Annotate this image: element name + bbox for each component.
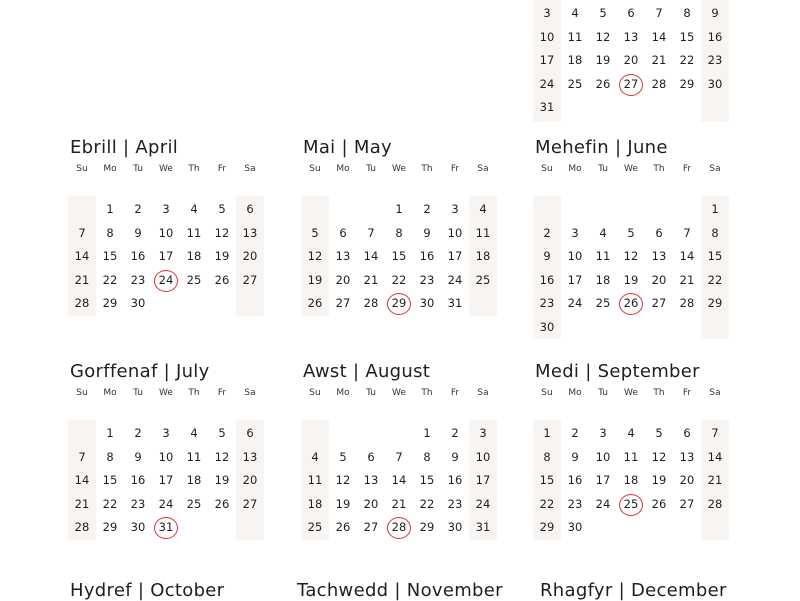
- weekday-label: Tu: [366, 388, 376, 398]
- calendar-day[interactable]: 19: [335, 496, 351, 511]
- calendar-day[interactable]: 10: [595, 449, 611, 464]
- calendar-day[interactable]: 13: [242, 225, 258, 240]
- weekday-label: Su: [309, 164, 321, 174]
- calendar-day[interactable]: 3: [543, 6, 551, 20]
- calendar-day[interactable]: 23: [707, 53, 723, 67]
- calendar-day[interactable]: 5: [311, 225, 319, 240]
- weekday-label: Fr: [682, 164, 692, 174]
- calendar-day[interactable]: 10: [539, 29, 555, 44]
- calendar-day[interactable]: 9: [711, 6, 719, 20]
- calendar-day[interactable]: 25: [307, 520, 323, 534]
- calendar-day[interactable]: 1: [106, 426, 114, 440]
- calendar-day[interactable]: 18: [186, 473, 202, 487]
- calendar-day[interactable]: 28: [651, 76, 667, 91]
- calendar-day[interactable]: 9: [423, 225, 431, 240]
- calendar-day-highlighted[interactable]: 28: [385, 516, 413, 540]
- calendar-day[interactable]: 30: [447, 520, 463, 534]
- calendar-day[interactable]: 23: [539, 296, 555, 310]
- calendar-day-highlighted[interactable]: 25: [617, 493, 645, 517]
- calendar-day[interactable]: 15: [102, 473, 118, 487]
- calendar-day[interactable]: 9: [571, 449, 579, 464]
- weekday-header: [68, 164, 265, 180]
- calendar-day-highlighted[interactable]: 31: [152, 516, 180, 540]
- weekday-label: Th: [188, 164, 200, 174]
- calendar-day[interactable]: 30: [419, 296, 435, 310]
- calendar-day[interactable]: 27: [363, 520, 379, 534]
- calendar-day-highlighted[interactable]: 24: [152, 269, 180, 293]
- calendar-day[interactable]: 12: [623, 249, 639, 263]
- weekday-label: Mo: [336, 388, 350, 398]
- calendar-day[interactable]: 2: [571, 426, 579, 440]
- weekday-label: We: [159, 388, 173, 398]
- calendar-day[interactable]: 18: [475, 249, 491, 263]
- weekday-label: We: [624, 388, 638, 398]
- calendar-day[interactable]: 27: [679, 496, 695, 511]
- calendar-day[interactable]: 9: [134, 449, 142, 464]
- calendar-day[interactable]: 10: [567, 249, 583, 263]
- calendar-day[interactable]: 25: [186, 272, 202, 287]
- weekday-label: We: [159, 164, 173, 174]
- calendar-day[interactable]: 18: [186, 249, 202, 263]
- calendar-day[interactable]: 4: [190, 426, 198, 440]
- calendar-day[interactable]: 8: [683, 6, 691, 20]
- calendar-day[interactable]: 21: [74, 496, 90, 511]
- calendar-day[interactable]: 4: [311, 449, 319, 464]
- calendar-day[interactable]: 26: [214, 272, 230, 287]
- calendar-day[interactable]: 24: [567, 296, 583, 310]
- calendar-day[interactable]: 29: [102, 520, 118, 534]
- calendar-day[interactable]: 24: [475, 496, 491, 511]
- weekday-label: Mo: [103, 164, 117, 174]
- calendar-day-highlighted[interactable]: 27: [617, 73, 645, 97]
- calendar-day[interactable]: 17: [567, 272, 583, 287]
- calendar-day[interactable]: 12: [595, 29, 611, 44]
- weekday-label: Su: [76, 164, 88, 174]
- calendar-day[interactable]: 20: [242, 249, 258, 263]
- calendar-day[interactable]: 6: [683, 426, 691, 440]
- calendar-day[interactable]: 4: [190, 202, 198, 216]
- calendar-day[interactable]: 7: [655, 6, 663, 20]
- calendar-day[interactable]: 14: [363, 249, 379, 263]
- calendar-day[interactable]: 5: [599, 6, 607, 20]
- calendar-day[interactable]: 13: [335, 249, 351, 263]
- calendar-day[interactable]: 26: [214, 496, 230, 511]
- calendar-day[interactable]: 11: [186, 225, 202, 240]
- calendar-day[interactable]: 28: [707, 496, 723, 511]
- calendar-day[interactable]: 9: [134, 225, 142, 240]
- weekday-label: Tu: [598, 388, 608, 398]
- calendar-day[interactable]: 8: [711, 225, 719, 240]
- calendar-day[interactable]: 3: [479, 426, 487, 440]
- weekday-label: Mo: [336, 164, 350, 174]
- calendar-day[interactable]: 30: [130, 520, 146, 534]
- calendar-day[interactable]: 29: [707, 296, 723, 310]
- calendar-day[interactable]: 9: [451, 449, 459, 464]
- calendar-day[interactable]: 26: [335, 520, 351, 534]
- calendar-day[interactable]: 17: [447, 249, 463, 263]
- weekday-label: Sa: [709, 164, 721, 174]
- weekday-label: Mo: [568, 164, 582, 174]
- calendar-day[interactable]: 23: [447, 496, 463, 511]
- calendar-day[interactable]: 7: [395, 449, 403, 464]
- weekday-label: Th: [653, 388, 665, 398]
- calendar-day[interactable]: 25: [595, 296, 611, 310]
- calendar-day[interactable]: 24: [539, 76, 555, 91]
- calendar-day[interactable]: 4: [599, 225, 607, 240]
- weekday-label: Tu: [598, 164, 608, 174]
- month-title: Gorffenaf | July: [70, 361, 210, 382]
- calendar-day[interactable]: 3: [451, 202, 459, 216]
- weekday-label: Mo: [103, 388, 117, 398]
- calendar-day[interactable]: 7: [711, 426, 719, 440]
- calendar-day[interactable]: 26: [307, 296, 323, 310]
- calendar-day[interactable]: 29: [539, 520, 555, 534]
- calendar-day[interactable]: 12: [335, 473, 351, 487]
- month-title: Mai | May: [303, 137, 392, 158]
- calendar-day[interactable]: 30: [567, 520, 583, 534]
- calendar-day[interactable]: 17: [595, 473, 611, 487]
- calendar-day[interactable]: 5: [627, 225, 635, 240]
- calendar-day[interactable]: 8: [395, 225, 403, 240]
- calendar-day[interactable]: 16: [539, 272, 555, 287]
- weekday-label: Tu: [133, 164, 143, 174]
- calendar-day[interactable]: 12: [307, 249, 323, 263]
- calendar-day[interactable]: 21: [74, 272, 90, 287]
- calendar-day[interactable]: 2: [423, 202, 431, 216]
- calendar-day[interactable]: 22: [679, 53, 695, 67]
- weekday-header: [533, 388, 730, 404]
- calendar-day[interactable]: 15: [391, 249, 407, 263]
- calendar-day[interactable]: 18: [567, 53, 583, 67]
- calendar-day[interactable]: 31: [475, 520, 491, 534]
- calendar-day[interactable]: 25: [475, 272, 491, 287]
- calendar-day[interactable]: 27: [242, 496, 258, 511]
- calendar-day[interactable]: 15: [419, 473, 435, 487]
- calendar-day[interactable]: 23: [419, 272, 435, 287]
- calendar-day[interactable]: 11: [595, 249, 611, 263]
- month-title-bottom: Rhagfyr | December: [540, 580, 727, 601]
- calendar-day[interactable]: 5: [655, 426, 663, 440]
- calendar-day[interactable]: 12: [214, 225, 230, 240]
- calendar-day[interactable]: 2: [134, 202, 142, 216]
- calendar-day[interactable]: 25: [186, 496, 202, 511]
- month-title: Ebrill | April: [70, 137, 179, 158]
- calendar-day[interactable]: 2: [134, 426, 142, 440]
- calendar-day[interactable]: 7: [78, 225, 86, 240]
- calendar-day[interactable]: 11: [623, 449, 639, 464]
- calendar-day[interactable]: 6: [655, 225, 663, 240]
- calendar-day[interactable]: 22: [707, 272, 723, 287]
- weekday-header: [68, 388, 265, 404]
- weekday-label: Su: [541, 164, 553, 174]
- calendar-day[interactable]: 22: [539, 496, 555, 511]
- weekday-label: Su: [76, 388, 88, 398]
- calendar-day[interactable]: 17: [158, 249, 174, 263]
- calendar-day[interactable]: 26: [651, 496, 667, 511]
- weekday-label: Sa: [244, 164, 256, 174]
- calendar-day[interactable]: 27: [242, 272, 258, 287]
- calendar-day[interactable]: 3: [571, 225, 579, 240]
- calendar-day[interactable]: 15: [539, 473, 555, 487]
- weekday-header: [301, 388, 498, 404]
- calendar-day[interactable]: 21: [391, 496, 407, 511]
- calendar-day[interactable]: 12: [651, 449, 667, 464]
- calendar-day[interactable]: 6: [246, 426, 254, 440]
- calendar-day[interactable]: 30: [130, 296, 146, 310]
- calendar-day[interactable]: 3: [162, 426, 170, 440]
- calendar-day[interactable]: 18: [623, 473, 639, 487]
- calendar-day[interactable]: 16: [707, 29, 723, 44]
- month-title: Awst | August: [303, 361, 431, 382]
- weekday-label: Th: [653, 164, 665, 174]
- weekday-label: Su: [309, 388, 321, 398]
- weekday-label: Su: [541, 388, 553, 398]
- calendar-day[interactable]: 21: [363, 272, 379, 287]
- calendar-day[interactable]: 3: [162, 202, 170, 216]
- calendar-day[interactable]: 28: [679, 296, 695, 310]
- calendar-day[interactable]: 2: [451, 426, 459, 440]
- calendar-day[interactable]: 6: [367, 449, 375, 464]
- calendar-day[interactable]: 29: [679, 76, 695, 91]
- month-title-bottom: Tachwedd | November: [297, 580, 503, 601]
- calendar-day[interactable]: 15: [679, 29, 695, 44]
- calendar-day[interactable]: 30: [539, 319, 555, 334]
- calendar-day[interactable]: 7: [367, 225, 375, 240]
- weekday-label: We: [392, 164, 406, 174]
- calendar-day[interactable]: 28: [74, 296, 90, 310]
- calendar-day[interactable]: 1: [395, 202, 403, 216]
- calendar-day[interactable]: 20: [679, 473, 695, 487]
- calendar-day[interactable]: 20: [651, 272, 667, 287]
- calendar-day[interactable]: 18: [307, 496, 323, 511]
- calendar-day[interactable]: 13: [242, 449, 258, 464]
- calendar-day[interactable]: 14: [74, 249, 90, 263]
- calendar-day-highlighted[interactable]: 26: [617, 292, 645, 316]
- calendar-day[interactable]: 10: [475, 449, 491, 464]
- weekday-label: We: [624, 164, 638, 174]
- calendar-day[interactable]: 28: [74, 520, 90, 534]
- calendar-day[interactable]: 6: [339, 225, 347, 240]
- calendar-day[interactable]: 18: [595, 272, 611, 287]
- calendar-day[interactable]: 25: [567, 76, 583, 91]
- calendar-day[interactable]: 3: [599, 426, 607, 440]
- calendar-day[interactable]: 16: [447, 473, 463, 487]
- calendar-day[interactable]: 2: [543, 225, 551, 240]
- calendar-day[interactable]: 8: [423, 449, 431, 464]
- calendar-day[interactable]: 5: [218, 202, 226, 216]
- month-title: Medi | September: [535, 361, 700, 382]
- calendar-day[interactable]: 24: [158, 496, 174, 511]
- calendar-day[interactable]: 16: [419, 249, 435, 263]
- calendar-day[interactable]: 10: [447, 225, 463, 240]
- calendar-day[interactable]: 1: [423, 426, 431, 440]
- calendar-day[interactable]: 14: [707, 449, 723, 464]
- calendar-day[interactable]: 27: [335, 296, 351, 310]
- calendar-day[interactable]: 19: [214, 249, 230, 263]
- calendar-day[interactable]: 23: [567, 496, 583, 511]
- weekday-label: Th: [421, 388, 433, 398]
- calendar-day[interactable]: 20: [242, 473, 258, 487]
- calendar-day[interactable]: 27: [651, 296, 667, 310]
- weekday-label: Fr: [217, 164, 227, 174]
- calendar-day[interactable]: 24: [595, 496, 611, 511]
- calendar-day[interactable]: 10: [158, 225, 174, 240]
- calendar-day[interactable]: 9: [543, 249, 551, 263]
- calendar-day[interactable]: 15: [707, 249, 723, 263]
- calendar-day[interactable]: 14: [74, 473, 90, 487]
- calendar-day[interactable]: 19: [651, 473, 667, 487]
- calendar-day[interactable]: 12: [214, 449, 230, 464]
- calendar-day[interactable]: 15: [102, 249, 118, 263]
- calendar-day[interactable]: 13: [363, 473, 379, 487]
- calendar-day[interactable]: 14: [679, 249, 695, 263]
- calendar-day[interactable]: 1: [543, 426, 551, 440]
- calendar-day[interactable]: 11: [186, 449, 202, 464]
- calendar-day[interactable]: 17: [475, 473, 491, 487]
- calendar-day[interactable]: 13: [623, 29, 639, 44]
- calendar-day[interactable]: 30: [707, 76, 723, 91]
- calendar-day[interactable]: 13: [679, 449, 695, 464]
- calendar-day[interactable]: 11: [307, 473, 323, 487]
- weekday-label: Tu: [133, 388, 143, 398]
- calendar-day[interactable]: 29: [102, 296, 118, 310]
- calendar-day[interactable]: 5: [218, 426, 226, 440]
- calendar-day[interactable]: 13: [651, 249, 667, 263]
- calendar-day[interactable]: 19: [595, 53, 611, 67]
- calendar-day[interactable]: 16: [130, 473, 146, 487]
- calendar-day[interactable]: 5: [339, 449, 347, 464]
- calendar-day[interactable]: 23: [130, 272, 146, 287]
- calendar-day[interactable]: 26: [595, 76, 611, 91]
- calendar-day[interactable]: 11: [475, 225, 491, 240]
- calendar-day[interactable]: 24: [447, 272, 463, 287]
- weekday-label: Fr: [450, 388, 460, 398]
- weekday-label: Fr: [217, 388, 227, 398]
- calendar-day[interactable]: 10: [158, 449, 174, 464]
- calendar-day[interactable]: 17: [158, 473, 174, 487]
- calendar-day[interactable]: 8: [543, 449, 551, 464]
- calendar-day[interactable]: 7: [78, 449, 86, 464]
- weekday-label: We: [392, 388, 406, 398]
- calendar-day[interactable]: 19: [307, 272, 323, 287]
- calendar-day[interactable]: 11: [567, 29, 583, 44]
- calendar-day[interactable]: 8: [106, 225, 114, 240]
- calendar-day[interactable]: 14: [651, 29, 667, 44]
- calendar-day-highlighted[interactable]: 29: [385, 292, 413, 316]
- calendar-day[interactable]: 1: [711, 202, 719, 216]
- calendar-day[interactable]: 8: [106, 449, 114, 464]
- calendar-day[interactable]: 31: [539, 100, 555, 114]
- calendar-day[interactable]: 19: [623, 272, 639, 287]
- calendar-day[interactable]: 16: [130, 249, 146, 263]
- calendar-day[interactable]: 21: [679, 272, 695, 287]
- calendar-day[interactable]: 21: [707, 473, 723, 487]
- calendar-day[interactable]: 23: [130, 496, 146, 511]
- weekday-label: Sa: [477, 164, 489, 174]
- month-title: Mehefin | June: [535, 137, 668, 158]
- calendar-day[interactable]: 28: [363, 296, 379, 310]
- calendar-day[interactable]: 20: [335, 272, 351, 287]
- weekday-label: Sa: [709, 388, 721, 398]
- calendar-day[interactable]: 7: [683, 225, 691, 240]
- calendar-day[interactable]: 14: [391, 473, 407, 487]
- calendar-day[interactable]: 21: [651, 53, 667, 67]
- calendar-day[interactable]: 19: [214, 473, 230, 487]
- calendar-day[interactable]: 4: [479, 202, 487, 216]
- weekday-label: Fr: [450, 164, 460, 174]
- weekday-label: Sa: [244, 388, 256, 398]
- calendar-day[interactable]: 4: [627, 426, 635, 440]
- calendar-day[interactable]: 6: [627, 6, 635, 20]
- weekday-label: Tu: [366, 164, 376, 174]
- calendar-day[interactable]: 22: [102, 496, 118, 511]
- calendar-day[interactable]: 22: [419, 496, 435, 511]
- calendar-day[interactable]: 16: [567, 473, 583, 487]
- calendar-day[interactable]: 17: [539, 53, 555, 67]
- calendar-day[interactable]: 31: [447, 296, 463, 310]
- calendar-day[interactable]: 20: [623, 53, 639, 67]
- month-title-bottom: Hydref | October: [70, 580, 225, 601]
- calendar-day[interactable]: 4: [571, 6, 579, 20]
- weekday-label: Th: [188, 388, 200, 398]
- weekday-label: Mo: [568, 388, 582, 398]
- calendar-day[interactable]: 20: [363, 496, 379, 511]
- calendar-day[interactable]: 1: [106, 202, 114, 216]
- weekday-label: Sa: [477, 388, 489, 398]
- calendar-day[interactable]: 22: [102, 272, 118, 287]
- weekday-header: [533, 164, 730, 180]
- weekday-label: Fr: [682, 388, 692, 398]
- calendar-day[interactable]: 22: [391, 272, 407, 287]
- calendar-day[interactable]: 6: [246, 202, 254, 216]
- weekday-header: [301, 164, 498, 180]
- calendar-day[interactable]: 29: [419, 520, 435, 534]
- weekday-label: Th: [421, 164, 433, 174]
